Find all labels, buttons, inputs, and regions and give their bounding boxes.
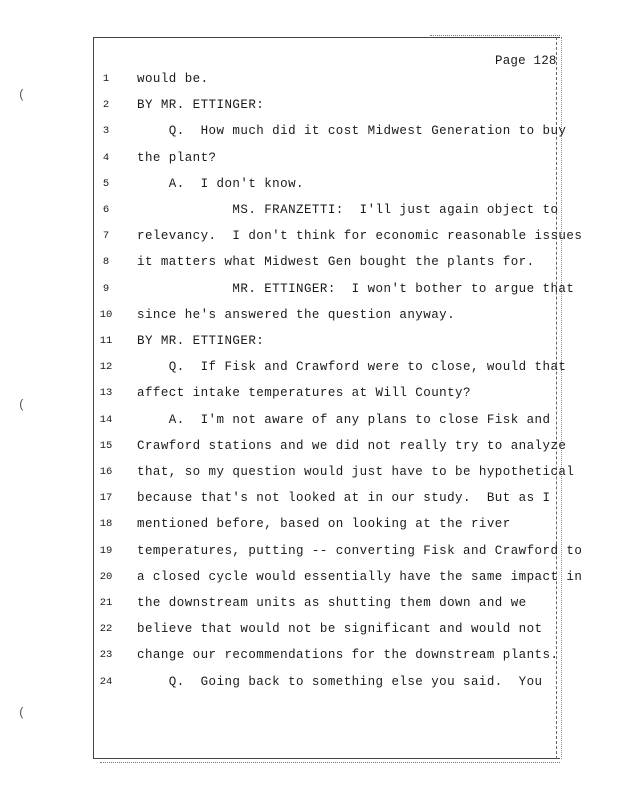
transcript-line bbox=[0, 491, 618, 509]
line-number: 12 bbox=[99, 361, 113, 374]
line-number: 6 bbox=[102, 204, 110, 216]
line-text: would be. bbox=[137, 72, 209, 86]
line-text: mentioned before, based on looking at the river bbox=[137, 517, 511, 532]
line-number: 7 bbox=[102, 230, 110, 243]
bottom-dotted-rule bbox=[100, 762, 560, 763]
line-number: 20 bbox=[99, 570, 113, 583]
line-text: BY MR. ETTINGER: bbox=[137, 334, 265, 348]
line-number: 17 bbox=[99, 492, 113, 505]
transcript-line bbox=[0, 229, 618, 247]
line-text: MR. ETTINGER: I won't bother to argue that bbox=[137, 281, 575, 296]
transcript-line bbox=[0, 675, 618, 693]
line-text: Q. If Fisk and Crawford were to close, would that bbox=[137, 360, 567, 375]
line-text: A. I'm not aware of any plans to close Fisk and bbox=[137, 412, 551, 427]
line-text: Q. Going back to something else you said. You bbox=[137, 674, 543, 689]
line-number: 1 bbox=[102, 73, 110, 85]
line-text: a closed cycle would essentially have the same impact in bbox=[137, 569, 583, 584]
transcript-line bbox=[0, 622, 618, 640]
transcript-line bbox=[0, 648, 618, 666]
binding-hole-mark: ( bbox=[18, 706, 26, 720]
transcript-line bbox=[0, 596, 618, 614]
line-number: 4 bbox=[102, 151, 110, 164]
transcript-line bbox=[0, 98, 618, 116]
transcript-line bbox=[0, 255, 618, 273]
transcript-line bbox=[0, 517, 618, 535]
line-number: 9 bbox=[102, 282, 110, 295]
line-number: 5 bbox=[102, 177, 110, 190]
transcript-line bbox=[0, 151, 618, 169]
line-text: that, so my question would just have to be hypothetical bbox=[137, 465, 575, 479]
line-text: relevancy. I don't think for economic reasonable issues bbox=[137, 229, 583, 244]
line-text: change our recommendations for the downstream plants. bbox=[137, 648, 559, 663]
line-text: affect intake temperatures at Will County? bbox=[137, 386, 471, 401]
transcript-line bbox=[0, 282, 618, 300]
transcript-line bbox=[0, 386, 618, 404]
binding-hole-mark: ( bbox=[18, 88, 26, 102]
line-text: A. I don't know. bbox=[137, 176, 304, 191]
transcript-line bbox=[0, 72, 618, 90]
transcript-line bbox=[0, 544, 618, 562]
line-text: believe that would not be significant and would not bbox=[137, 622, 543, 637]
line-text: the downstream units as shutting them down and we bbox=[137, 596, 527, 610]
transcript-line bbox=[0, 124, 618, 142]
line-text: it matters what Midwest Gen bought the plants for. bbox=[137, 255, 535, 270]
transcript-line bbox=[0, 334, 618, 352]
line-number: 8 bbox=[102, 256, 110, 269]
line-text: Q. How much did it cost Midwest Generation to buy bbox=[137, 124, 567, 139]
line-text: temperatures, putting -- converting Fisk and Crawford to bbox=[137, 543, 583, 558]
line-number: 3 bbox=[102, 125, 110, 138]
binding-hole-mark: ( bbox=[18, 398, 26, 412]
line-number: 18 bbox=[99, 518, 113, 531]
line-number: 16 bbox=[99, 466, 113, 478]
transcript-line bbox=[0, 308, 618, 326]
transcript-line bbox=[0, 360, 618, 378]
top-dotted-rule bbox=[430, 35, 560, 36]
line-number: 19 bbox=[99, 544, 113, 557]
line-number: 13 bbox=[99, 387, 113, 400]
line-text: BY MR. ETTINGER: bbox=[137, 98, 265, 113]
line-number: 10 bbox=[99, 308, 113, 321]
transcript-line bbox=[0, 203, 618, 221]
line-number: 22 bbox=[99, 623, 113, 636]
transcript-line bbox=[0, 465, 618, 483]
line-text: Crawford stations and we did not really try to analyze bbox=[137, 438, 567, 453]
line-number: 24 bbox=[99, 675, 113, 688]
line-number: 2 bbox=[102, 99, 110, 112]
line-number: 11 bbox=[99, 335, 113, 347]
line-text: MS. FRANZETTI: I'll just again object to bbox=[137, 203, 559, 217]
transcript-line bbox=[0, 570, 618, 588]
transcript-line bbox=[0, 439, 618, 457]
line-number: 15 bbox=[99, 439, 113, 452]
transcript-line bbox=[0, 177, 618, 195]
line-number: 23 bbox=[99, 649, 113, 662]
transcript-line bbox=[0, 413, 618, 431]
page-number: Page 128 bbox=[495, 54, 557, 68]
line-text: because that's not looked at in our study. But as I bbox=[137, 491, 551, 506]
line-number: 14 bbox=[99, 413, 113, 426]
line-text: the plant? bbox=[137, 150, 217, 165]
line-number: 21 bbox=[99, 597, 113, 609]
line-text: since he's answered the question anyway. bbox=[137, 307, 456, 322]
